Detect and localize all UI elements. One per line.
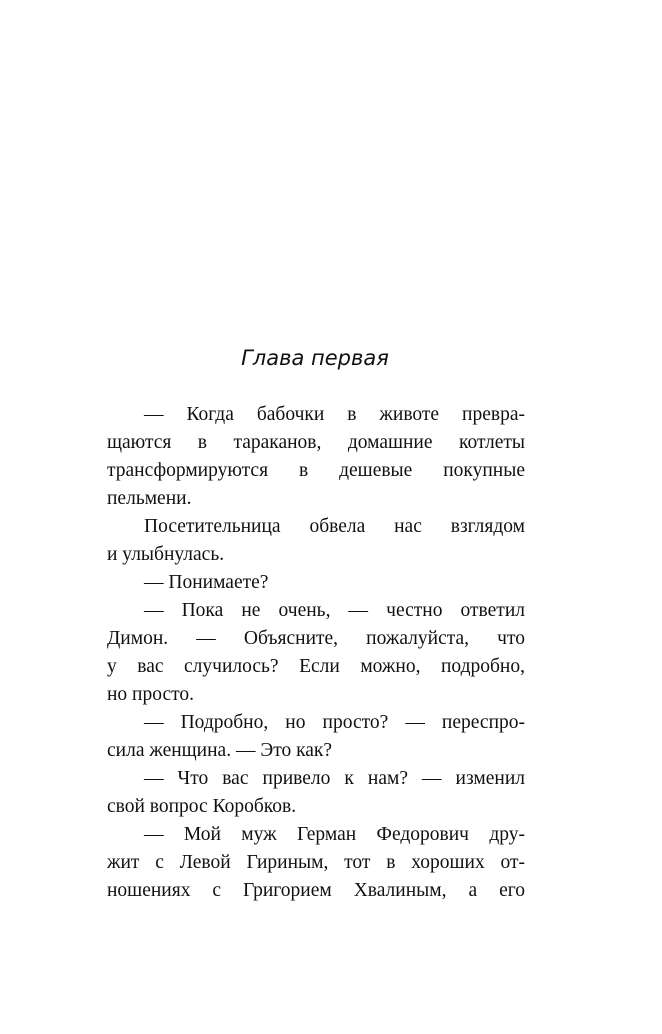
chapter-title: Глава первая xyxy=(241,346,389,370)
text-line: свой вопрос Коробков. xyxy=(107,796,297,817)
text-line: Димон. — Объясните, пожалуйста, что xyxy=(107,628,525,649)
text-line: щаются в тараканов, домашние котлеты xyxy=(107,432,525,453)
text-line: — Подробно, но просто? — переспро- xyxy=(144,712,525,733)
text-line: ношениях с Григорием Хвалиным, а его xyxy=(107,880,525,901)
text-line: — Понимаете? xyxy=(144,572,269,593)
text-line: — Когда бабочки в животе превра- xyxy=(144,404,525,425)
text-line: — Пока не очень, — честно ответил xyxy=(144,600,525,621)
text-line: но просто. xyxy=(107,684,195,705)
text-line: сила женщина. — Это как? xyxy=(107,740,333,761)
text-line: жит с Левой Гириным, тот в хороших от- xyxy=(107,852,525,873)
text-line: трансформируются в дешевые покупные xyxy=(107,460,525,481)
text-line: и улыбнулась. xyxy=(107,544,225,565)
text-line: — Что вас привело к нам? — изменил xyxy=(144,768,525,789)
text-line: Посетительница обвела нас взглядом xyxy=(144,516,525,537)
text-line: пельмени. xyxy=(107,488,192,509)
body-text xyxy=(107,401,525,905)
text-line: — Мой муж Герман Федорович дру- xyxy=(144,824,525,845)
text-line: у вас случилось? Если можно, подробно, xyxy=(107,656,525,677)
